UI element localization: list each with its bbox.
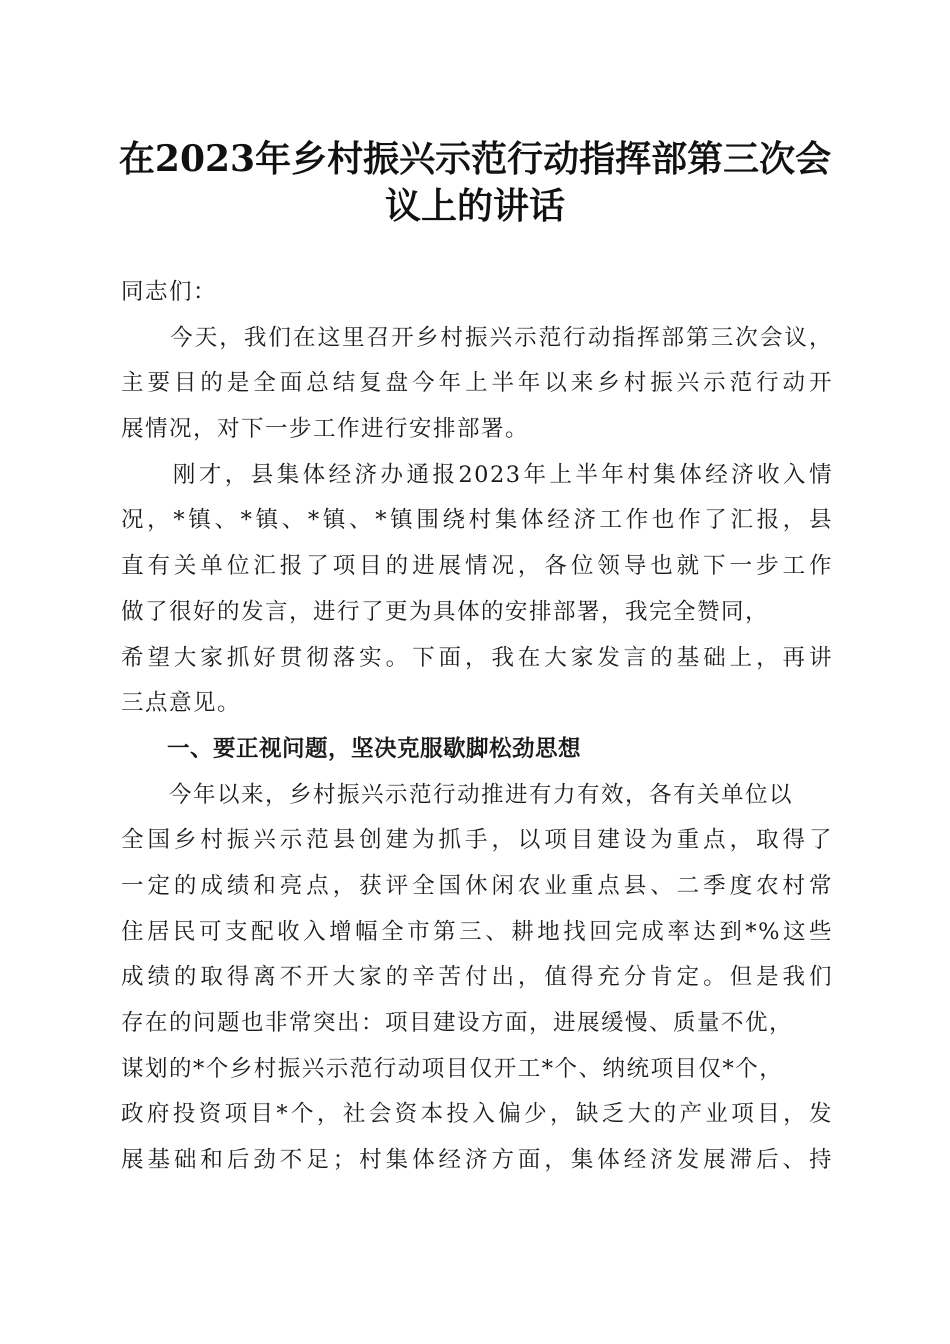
paragraph-3-line-6: 存在的问题也非常突出：项目建设方面，进展缓慢、质量不优， [121,1010,794,1036]
paragraph-2-line-1: 刚才，县集体经济办通报2023年上半年村集体经济收入情 [121,461,833,488]
paragraph-3-line-2: 全国乡村振兴示范县创建为抓手，以项目建设为重点，取得了 [121,827,833,854]
paragraph-3-line-9: 展基础和后劲不足；村集体经济方面，集体经济发展滞后、持 [121,1147,833,1174]
paragraph-2-line-5: 希望大家抓好贯彻落实。下面，我在大家发言的基础上，再讲 [121,644,833,671]
paragraph-3-line-4: 住居民可支配收入增幅全市第三、耕地找回完成率达到*%这些 [121,918,833,945]
paragraph-2-line-2: 况，*镇、*镇、*镇、*镇围绕村集体经济工作也作了汇报，县 [121,507,833,534]
paragraph-3-line-3: 一定的成绩和亮点，获评全国休闲农业重点县、二季度农村常 [121,872,833,899]
paragraph-3-line-7: 谋划的*个乡村振兴示范行动项目仅开工*个、纳统项目仅*个， [121,1055,784,1082]
paragraph-3-line-8: 政府投资项目*个，社会资本投入偏少，缺乏大的产业项目，发 [121,1101,833,1128]
paragraph-1-line-3: 展情况，对下一步工作进行安排部署。 [121,416,530,443]
paragraph-2-line-3: 直有关单位汇报了项目的进展情况，各位领导也就下一步工作 [121,553,833,580]
title-line-2: 议上的讲话 [384,185,565,227]
document-title [100,136,850,230]
paragraph-1-line-1: 今天，我们在这里召开乡村振兴示范行动指挥部第三次会议， [121,324,833,351]
paragraph-2-line-6: 三点意见。 [121,690,242,717]
title-line-1: 在2023年乡村振兴示范行动指挥部第三次会 [118,138,832,180]
paragraph-1-line-2: 主要目的是全面总结复盘今年上半年以来乡村振兴示范行动开 [121,370,833,397]
paragraph-2-line-4: 做了很好的发言，进行了更为具体的安排部署，我完全赞同， [121,598,770,625]
document-body [121,270,833,1184]
salutation: 同志们： [121,279,218,305]
paragraph-3-line-1: 今年以来，乡村振兴示范行动推进有力有效，各有关单位以 [121,781,794,808]
section-heading-1: 一、要正视问题，坚决克服歇脚松劲思想 [121,735,582,762]
paragraph-3-line-5: 成绩的取得离不开大家的辛苦付出，值得充分肯定。但是我们 [121,964,833,991]
